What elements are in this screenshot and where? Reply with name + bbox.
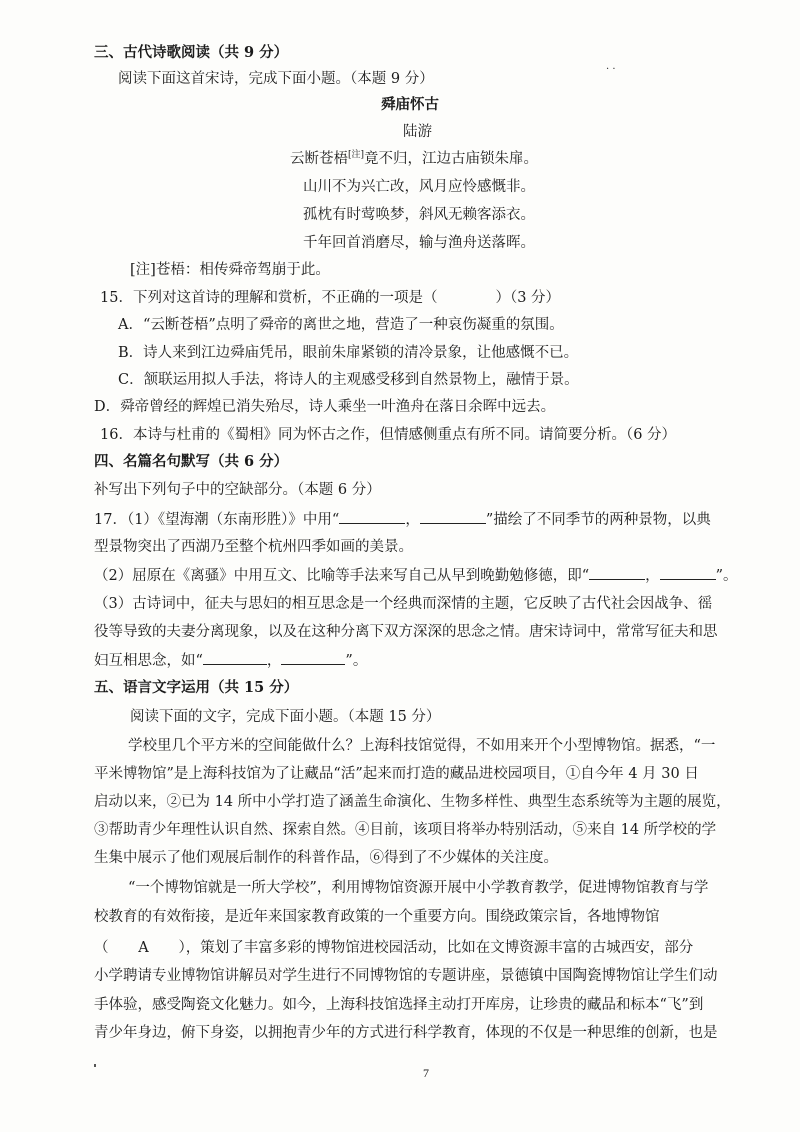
blank-a-label: A [138,940,149,956]
section5-instruction: 阅读下面的文字，完成下面小题。（本题 15 分） [130,709,441,725]
q15-stem: 15．下列对这首诗的理解和赏析，不正确的一项是（ ）（3 分） [100,290,561,306]
q15-option-a: A．“云断苍梧”点明了舜帝的离世之地，营造了一种哀伤凝重的氛围。 [118,317,564,333]
passage-line-8: （ A ），策划了丰富多彩的博物馆进校园活动，比如在文博资源丰富的古城西安，部分 [94,940,694,956]
answer-blank[interactable] [420,509,486,524]
q15-option-d: D．舜帝曾经的辉煌已消失殆尽，诗人乘坐一叶渔舟在落日余晖中远去。 [94,399,556,415]
q17-part1-line2: 型景物突出了西湖乃至整个杭州四季如画的美景。 [94,539,413,555]
passage-line-5: 生集中展示了他们观展后制作的科普作品，⑥得到了不少媒体的关注度。 [94,850,558,866]
answer-blank[interactable] [589,565,645,580]
section4-instruction: 补写出下列句子中的空缺部分。（本题 6 分） [94,482,381,498]
q15-option-c: C．颔联运用拟人手法，将诗人的主观感受移到自然景物上，融情于景。 [118,372,579,388]
poem-line-3: 孤枕有时莺唤梦，斜风无赖客添衣。 [303,207,535,223]
passage-line-10: 手体验，感受陶瓷文化魅力。如今，上海科技馆选择主动打开库房，让珍贵的藏品和标本“飞”到 [94,997,704,1013]
passage-line-6: “一个博物馆就是一所大学校”，利用博物馆资源开展中小学教育教学，促进博物馆教育与学 [128,880,709,896]
passage-line-7: 校教育的有效衔接，是近年来国家教育政策的一个重要方向。围绕政策宗旨，各地博物馆 [94,909,660,925]
scan-speck [94,1064,96,1067]
poem-title: 舜庙怀古 [381,96,439,113]
passage-line-9: 小学聘请专业博物馆讲解员对学生进行不同博物馆的专题讲座，景德镇中国陶瓷博物馆让学生们动 [94,968,718,984]
q17-part3-line2: 役等导致的夫妻分离现象，以及在这种分离下双方深深的思念之情。唐宋诗词中，常常写征夫和思 [94,624,718,640]
q17-part2: （2）屈原在《离骚》中用互文、比喻等手法来写自己从早到晚勤勉修德，即“ ， ”。 [94,565,738,586]
answer-blank[interactable] [203,650,267,665]
passage-line-11: 青少年身边，俯下身姿，以拥抱青少年的方式进行科学教育，体现的不仅是一种思维的创新，也是 [94,1025,718,1041]
section5-title: 五、语言文字运用（共 15 分） [94,679,299,696]
passage-line-2: 平米博物馆”是上海科技馆为了让藏品“活”起来而打造的藏品进校园项目，①自今年 4 月 30 日 [94,766,699,782]
section4-title: 四、名篇名句默写（共 6 分） [94,453,289,470]
q17-part3-line3: 妇互相思念，如“ ， ”。 [94,650,367,671]
poem-line-4: 千年回首消磨尽，输与渔舟送落晖。 [303,235,535,251]
poem-note: [注]苍梧：相传舜帝驾崩于此。 [130,262,330,278]
page-number: 7 [423,1066,429,1080]
answer-blank[interactable] [339,509,405,524]
scan-marks: · · [606,64,616,75]
q15-option-b: B．诗人来到江边舜庙凭吊，眼前朱扉紧锁的清冷景象，让他感慨不已。 [118,345,579,361]
poem-line-1: 云断苍梧[注]竟不归，江边古庙锁朱扉。 [290,150,539,167]
poem-line-2: 山川不为兴亡改，风月应怜感慨非。 [303,179,535,195]
passage-line-4: ③帮助青少年理性认识自然、探索自然。④目前，该项目将举办特别活动，⑤来自 14 所学校的学 [94,822,717,838]
answer-blank[interactable] [281,650,345,665]
q17-part3-line1: （3）古诗词中，征夫与思妇的相互思念是一个经典而深情的主题，它反映了古代社会因战争、徭 [94,596,713,612]
passage-line-3: 启动以来，②已为 14 所中小学打造了涵盖生命演化、生物多样性、典型生态系统等为主题的展览， [94,794,731,810]
footnote-marker: [注] [348,150,365,161]
poem-author: 陆游 [403,124,432,140]
section3-title: 三、古代诗歌阅读（共 9 分） [94,44,289,61]
answer-blank[interactable] [660,565,716,580]
q17-part1-line1: 17．（1）《望海潮（东南形胜）》中用“ ， ”描绘了不同季节的两种景物，以典 [94,509,711,530]
section3-instruction: 阅读下面这首宋诗，完成下面小题。（本题 9 分） [118,71,434,87]
passage-line-1: 学校里几个平方米的空间能做什么？上海科技馆觉得，不如用来开个小型博物馆。据悉，“一 [128,738,716,754]
q16-text: 16．本诗与杜甫的《蜀相》同为怀古之作，但情感侧重点有所不同。请简要分析。（6 分） [100,427,677,443]
